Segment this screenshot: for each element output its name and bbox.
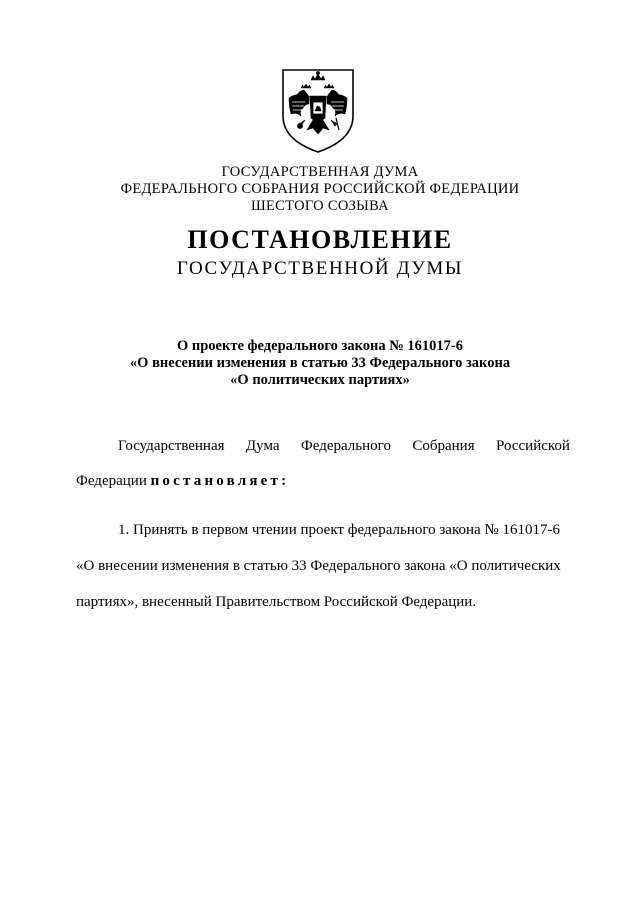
clause-1-line-3: партиях», внесенный Правительством Российской Федерации. [76, 594, 477, 610]
clause-1-line-1: 1. Принять в первом чтении проект федерального закона № 161017-6 [118, 522, 560, 538]
document-type-title: ПОСТАНОВЛЕНИЕ [187, 225, 453, 254]
double-headed-eagle-icon [289, 72, 347, 134]
subject-line-3: «О политических партиях» [230, 372, 410, 388]
preamble-line-1 [118, 437, 570, 455]
preamble-word: Собрания [412, 438, 475, 454]
subject-line-1: О проекте федерального закона № 161017-6 [176, 338, 464, 354]
header-duma: ГОСУДАРСТВЕННАЯ ДУМА [221, 164, 419, 180]
header-convocation: ШЕСТОГО СОЗЫВА [251, 198, 389, 214]
preamble-line-2 [76, 472, 289, 490]
preamble-word: Государственная [118, 438, 225, 454]
subject-line-2: «О внесении изменения в статью 33 Федерального закона [129, 355, 511, 371]
document-issuer: ГОСУДАРСТВЕННОЙ ДУМЫ [176, 258, 464, 279]
preamble-word: Федерального [300, 438, 391, 454]
clause-1-line-2: «О внесении изменения в статью 33 Федерального закона «О политических [76, 558, 561, 574]
preamble-federation: Федерации [76, 473, 147, 489]
preamble-word: Дума [245, 438, 280, 454]
coat-of-arms-emblem [277, 66, 359, 154]
header-federal-assembly: ФЕДЕРАЛЬНОГО СОБРАНИЯ РОССИЙСКОЙ ФЕДЕРАЦИИ [120, 181, 520, 197]
preamble-word: Российской [496, 438, 570, 454]
preamble-resolves: постановляет: [150, 473, 290, 489]
